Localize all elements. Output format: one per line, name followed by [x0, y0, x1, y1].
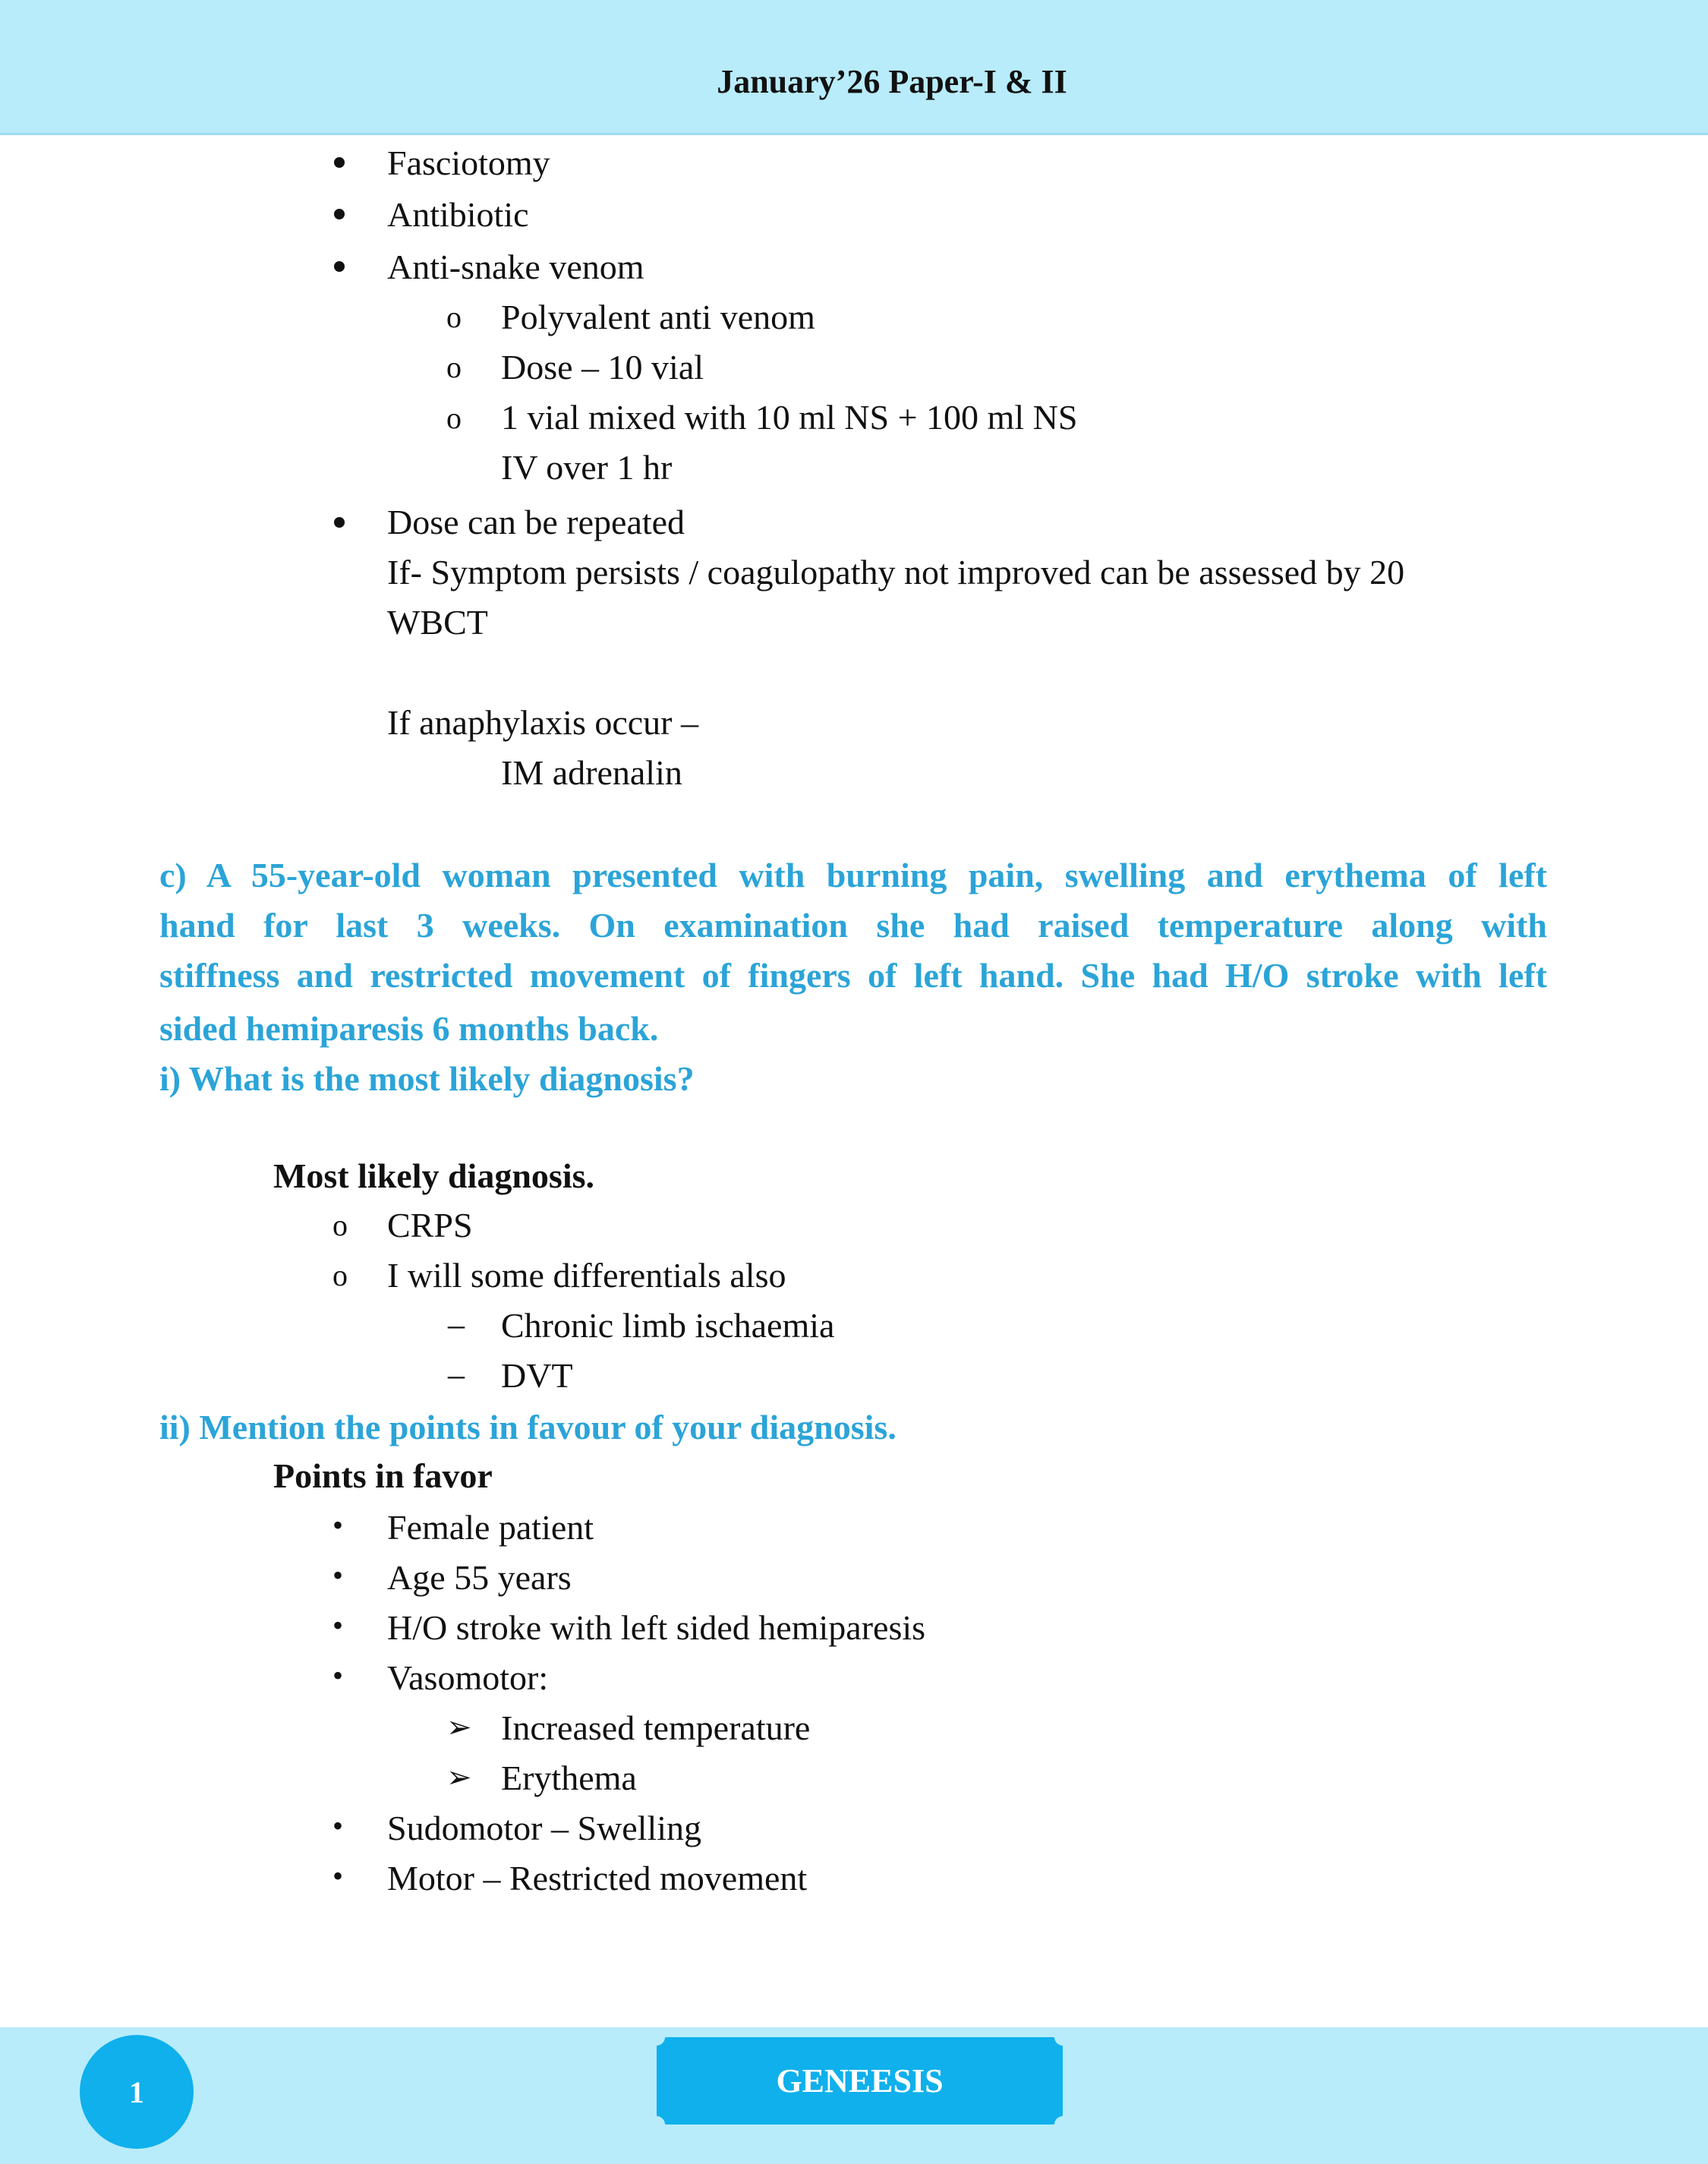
question-ii: ii) Mention the points in favour of your diagnosis.	[159, 1408, 897, 1446]
page-number-badge	[80, 2035, 194, 2149]
list-item-vial-mix: 1 vial mixed with 10 ml NS + 100 ml NS	[501, 398, 1078, 437]
repeat-line-1: If- Symptom persists / coagulopathy not improved can be assessed by 20	[387, 553, 1405, 591]
list-item-dose-repeat: Dose can be repeated	[387, 503, 685, 541]
diagnosis-crps: CRPS	[387, 1206, 473, 1244]
question-c-line-4: sided hemiparesis 6 months back.	[159, 1009, 659, 1048]
list-item-fasciotomy: Fasciotomy	[387, 144, 550, 182]
bullet-icon	[334, 261, 345, 272]
question-c-line-2: hand for last 3 weeks. On examination she had raised temperature along with	[159, 906, 1547, 945]
question-c-line-1: c) A 55-year-old woman presented with burning pain, swelling and erythema of left	[159, 856, 1547, 894]
point-motor: Motor – Restricted movement	[387, 1859, 808, 1897]
circle-bullet-icon: o	[332, 1208, 348, 1242]
bullet-icon: •	[332, 1859, 344, 1893]
circle-bullet-icon: o	[332, 1258, 348, 1292]
diagnosis-heading: Most likely diagnosis.	[273, 1156, 595, 1195]
question-c-line-3: stiffness and restricted movement of fingers of left hand. She had H/O stroke with left	[159, 956, 1547, 995]
bullet-icon	[334, 517, 345, 528]
bullet-icon: •	[332, 1658, 344, 1692]
anaphylaxis-treatment: IM adrenalin	[501, 753, 682, 792]
bullet-icon: •	[332, 1558, 344, 1592]
point-age: Age 55 years	[387, 1558, 572, 1597]
diagnosis-differentials: I will some differentials also	[387, 1256, 786, 1295]
question-i: i) What is the most likely diagnosis?	[159, 1059, 695, 1098]
point-vasomotor: Vasomotor:	[387, 1658, 549, 1697]
vasomotor-temperature: Increased temperature	[501, 1708, 811, 1747]
point-stroke: H/O stroke with left sided hemiparesis	[387, 1608, 926, 1647]
brand-name: GENEESIS	[776, 2062, 944, 2099]
list-item-antibiotic: Antibiotic	[387, 195, 529, 234]
brand-notch-decoration	[1054, 2029, 1071, 2046]
brand-notch-decoration	[1054, 2116, 1071, 2133]
point-female: Female patient	[387, 1508, 594, 1547]
bullet-icon: •	[332, 1508, 344, 1542]
anaphylaxis-line: If anaphylaxis occur –	[387, 703, 699, 742]
dash-bullet-icon: –	[448, 1356, 465, 1393]
brand-notch-decoration	[648, 2029, 665, 2046]
dash-bullet-icon: –	[448, 1306, 465, 1343]
circle-bullet-icon: o	[446, 401, 462, 435]
circle-bullet-icon: o	[446, 300, 462, 334]
circle-bullet-icon: o	[446, 350, 462, 384]
points-heading: Points in favor	[273, 1456, 493, 1495]
arrow-bullet-icon: ➢	[446, 1710, 472, 1744]
point-sudomotor: Sudomotor – Swelling	[387, 1809, 702, 1847]
page-number: 1	[129, 2074, 144, 2109]
list-item-dose: Dose – 10 vial	[501, 348, 704, 386]
bullet-icon	[334, 157, 345, 168]
repeat-line-2: WBCT	[387, 603, 488, 642]
differential-dvt: DVT	[501, 1356, 573, 1395]
list-item-anti-snake-venom: Anti-snake venom	[387, 248, 644, 286]
list-item-polyvalent: Polyvalent anti venom	[501, 298, 815, 336]
arrow-bullet-icon: ➢	[446, 1760, 472, 1794]
bullet-icon: •	[332, 1809, 344, 1843]
list-item-vial-mix-cont: IV over 1 hr	[501, 448, 673, 487]
vasomotor-erythema: Erythema	[501, 1759, 637, 1797]
page-header-title: January’26 Paper-I & II	[717, 63, 1067, 100]
brand-notch-decoration	[648, 2116, 665, 2133]
differential-ischaemia: Chronic limb ischaemia	[501, 1306, 835, 1345]
bullet-icon	[334, 209, 345, 219]
bullet-icon: •	[332, 1608, 344, 1642]
